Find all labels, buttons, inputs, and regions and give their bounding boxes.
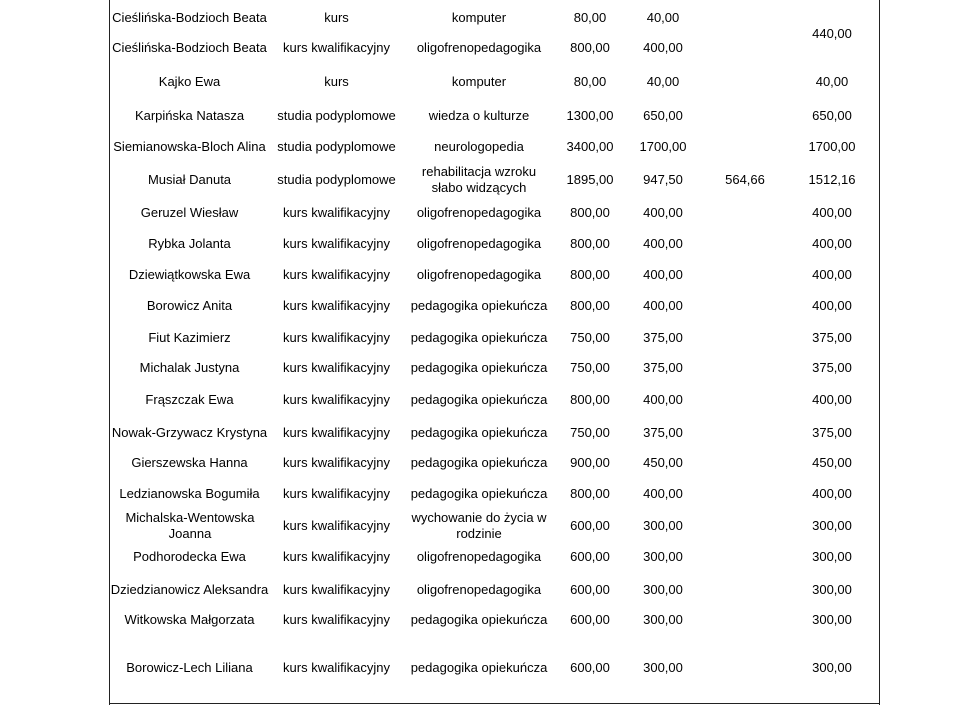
cell-type: kurs kwalifikacyjny	[283, 298, 390, 313]
cell-total: 40,00	[815, 74, 849, 89]
cell-type: studia podyplomowe	[277, 172, 396, 187]
cell-total: 400,00	[812, 236, 852, 251]
cell-type: kurs kwalifikacyjny	[283, 40, 390, 55]
table-row	[110, 38, 879, 58]
cell-name: Borowicz-Lech Liliana	[126, 660, 253, 675]
cell-subject: oligofrenopedagogika	[416, 549, 542, 564]
cell-name: Siemianowska-Bloch Alina	[113, 139, 266, 154]
cell-type: kurs kwalifikacyjny	[283, 455, 390, 470]
cell-cost: 750,00	[570, 360, 610, 375]
cell-half: 400,00	[643, 267, 683, 282]
cell-name: Michalak Justyna	[139, 360, 240, 375]
cell-total: 1700,00	[808, 139, 856, 154]
table-row	[110, 72, 879, 92]
cell-total: 400,00	[812, 392, 852, 407]
cell-half: 1700,00	[639, 139, 687, 154]
cell-half: 300,00	[643, 518, 683, 533]
cell-cost: 800,00	[570, 205, 610, 220]
cell-type: kurs kwalifikacyjny	[283, 267, 390, 282]
table-row	[110, 508, 879, 544]
cell-half: 400,00	[643, 392, 683, 407]
cell-name: Ledzianowska Bogumiła	[119, 486, 260, 501]
cell-cost: 800,00	[570, 267, 610, 282]
table-row	[110, 106, 879, 126]
cell-subject: oligofrenopedagogika	[416, 267, 542, 282]
cell-name: Musiał Danuta	[147, 172, 232, 187]
cell-subject: pedagogika opiekuńcza	[410, 392, 548, 407]
cell-subject: wiedza o kulturze	[428, 108, 530, 123]
merged-total-value: 440,00	[812, 25, 852, 41]
cell-name: Frąszczak Ewa	[145, 392, 234, 407]
cell-total: 1512,16	[808, 172, 856, 187]
table-sheet	[109, 0, 880, 705]
cell-name: Fiut Kazimierz	[148, 330, 231, 345]
cell-type: kurs kwalifikacyjny	[283, 425, 390, 440]
cell-half: 400,00	[643, 486, 683, 501]
cell-total: 300,00	[812, 518, 852, 533]
cell-name: Dziewiątkowska Ewa	[128, 267, 251, 282]
cell-half: 375,00	[643, 360, 683, 375]
table-row	[110, 547, 879, 567]
cell-type: kurs kwalifikacyjny	[283, 549, 390, 564]
cell-total: 650,00	[812, 108, 852, 123]
cell-subject: pedagogika opiekuńcza	[410, 360, 548, 375]
cell-type: kurs kwalifikacyjny	[283, 360, 390, 375]
table-row	[110, 484, 879, 504]
cell-cost: 80,00	[573, 10, 607, 25]
cell-subject: oligofrenopedagogika	[416, 582, 542, 597]
cell-subject: pedagogika opiekuńcza	[410, 330, 548, 345]
cell-type: kurs kwalifikacyjny	[283, 518, 390, 533]
cell-type: kurs kwalifikacyjny	[283, 660, 390, 675]
cell-cost: 800,00	[570, 298, 610, 313]
cell-half: 400,00	[643, 236, 683, 251]
cell-total: 300,00	[812, 660, 852, 675]
cell-subject: pedagogika opiekuńcza	[410, 612, 548, 627]
cell-half: 400,00	[643, 205, 683, 220]
table-row	[110, 203, 879, 223]
cell-cost: 600,00	[570, 612, 610, 627]
table-row	[110, 162, 879, 198]
cell-cost: 600,00	[570, 518, 610, 533]
cell-half: 650,00	[643, 108, 683, 123]
cell-cost: 750,00	[570, 425, 610, 440]
cell-subject: komputer	[451, 10, 507, 25]
cell-type: kurs kwalifikacyjny	[283, 582, 390, 597]
cell-total: 375,00	[812, 425, 852, 440]
cell-cost: 750,00	[570, 330, 610, 345]
cell-type: kurs kwalifikacyjny	[283, 486, 390, 501]
cell-subject: wychowanie do życia w rodzinie	[411, 510, 547, 541]
cell-name: Geruzel Wiesław	[140, 205, 239, 220]
cell-total: 300,00	[812, 582, 852, 597]
cell-cost: 800,00	[570, 392, 610, 407]
cell-cost: 80,00	[573, 74, 607, 89]
cell-name: Cieślińska-Bodzioch Beata	[112, 10, 267, 25]
cell-subject: oligofrenopedagogika	[416, 236, 542, 251]
cell-name: Rybka Jolanta	[148, 236, 231, 251]
cell-half: 947,50	[643, 172, 683, 187]
cell-subject: komputer	[451, 74, 507, 89]
cell-cost: 3400,00	[566, 139, 614, 154]
cell-half: 300,00	[643, 660, 683, 675]
cell-type: studia podyplomowe	[277, 108, 396, 123]
cell-extra: 564,66	[725, 172, 765, 187]
table-row	[110, 423, 879, 443]
cell-subject: oligofrenopedagogika	[416, 40, 542, 55]
cell-name: Borowicz Anita	[146, 298, 233, 313]
table-row	[110, 453, 879, 473]
cell-total: 400,00	[812, 298, 852, 313]
cell-subject: pedagogika opiekuńcza	[410, 486, 548, 501]
cell-name: Cieślińska-Bodzioch Beata	[112, 40, 267, 55]
cell-subject: pedagogika opiekuńcza	[410, 660, 548, 675]
cell-type: kurs kwalifikacyjny	[283, 205, 390, 220]
cell-cost: 600,00	[570, 582, 610, 597]
cell-type: studia podyplomowe	[277, 139, 396, 154]
cell-cost: 900,00	[570, 455, 610, 470]
cell-half: 300,00	[643, 549, 683, 564]
cell-subject: rehabilitacja wzroku słabo widzących	[421, 164, 537, 195]
cell-cost: 800,00	[570, 486, 610, 501]
cell-subject: oligofrenopedagogika	[416, 205, 542, 220]
table-row	[110, 8, 879, 28]
cell-total: 400,00	[812, 267, 852, 282]
cell-cost: 1300,00	[566, 108, 614, 123]
cell-subject: neurologopedia	[434, 139, 524, 154]
table-row	[110, 234, 879, 254]
table-row	[110, 390, 879, 410]
cell-name: Dziedzianowicz Aleksandra	[110, 582, 269, 597]
table-row	[110, 658, 879, 678]
cell-type: kurs kwalifikacyjny	[283, 612, 390, 627]
cell-type: kurs	[324, 74, 349, 89]
cell-cost: 600,00	[570, 660, 610, 675]
cell-total: 400,00	[812, 486, 852, 501]
cell-half: 300,00	[643, 582, 683, 597]
cell-cost: 800,00	[570, 236, 610, 251]
cell-half: 375,00	[643, 425, 683, 440]
table-row	[110, 265, 879, 285]
cell-name: Karpińska Natasza	[134, 108, 245, 123]
cell-subject: pedagogika opiekuńcza	[410, 455, 548, 470]
cell-half: 450,00	[643, 455, 683, 470]
cell-type: kurs	[324, 10, 349, 25]
cell-type: kurs kwalifikacyjny	[283, 236, 390, 251]
table-row	[110, 328, 879, 348]
cell-half: 40,00	[646, 10, 680, 25]
cell-total: 400,00	[812, 205, 852, 220]
cell-total: 375,00	[812, 360, 852, 375]
cell-type: kurs kwalifikacyjny	[283, 330, 390, 345]
cell-name: Podhorodecka Ewa	[133, 549, 246, 564]
cell-name: Michalska-Wentowska Joanna	[125, 510, 255, 541]
cell-name: Kajko Ewa	[158, 74, 221, 89]
table-row	[110, 358, 879, 378]
cell-half: 400,00	[643, 298, 683, 313]
cell-cost: 600,00	[570, 549, 610, 564]
cell-name: Gierszewska Hanna	[131, 455, 248, 470]
cell-total: 450,00	[812, 455, 852, 470]
cell-half: 300,00	[643, 612, 683, 627]
cell-subject: pedagogika opiekuńcza	[410, 425, 548, 440]
cell-subject: pedagogika opiekuńcza	[410, 298, 548, 313]
cell-name: Witkowska Małgorzata	[124, 612, 255, 627]
cell-type: kurs kwalifikacyjny	[283, 392, 390, 407]
cell-total: 300,00	[812, 612, 852, 627]
table-row	[110, 580, 879, 600]
cell-half: 40,00	[646, 74, 680, 89]
cell-cost: 800,00	[570, 40, 610, 55]
bottom-border	[109, 703, 880, 704]
cell-total: 375,00	[812, 330, 852, 345]
table-row	[110, 610, 879, 630]
table-row	[110, 137, 879, 157]
cell-half: 375,00	[643, 330, 683, 345]
cell-total: 300,00	[812, 549, 852, 564]
table-row	[110, 296, 879, 316]
cell-half: 400,00	[643, 40, 683, 55]
cell-name: Nowak-Grzywacz Krystyna	[111, 425, 268, 440]
cell-cost: 1895,00	[566, 172, 614, 187]
